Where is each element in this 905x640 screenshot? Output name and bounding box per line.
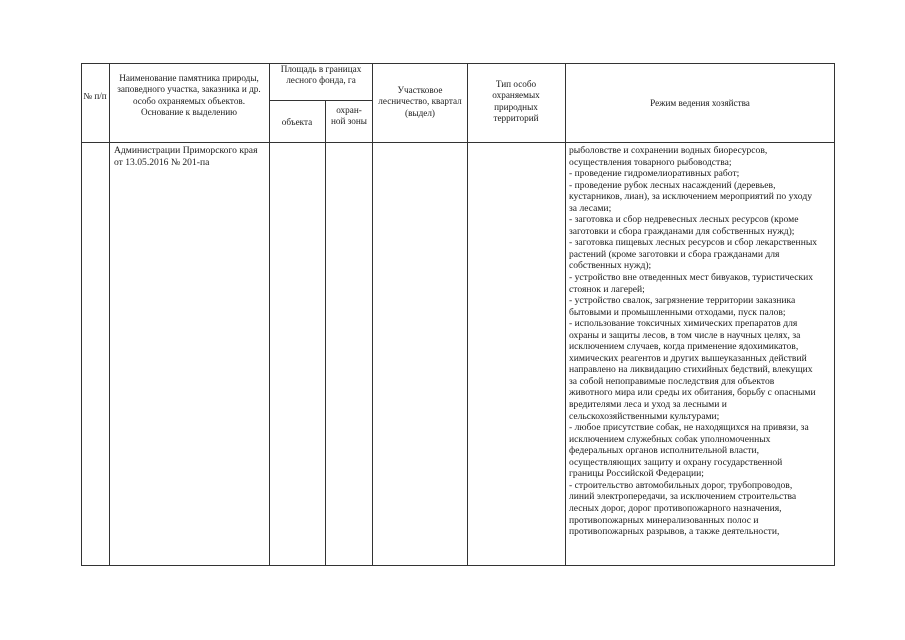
regime-text-line: федеральных органов исполнительной власти, xyxy=(569,445,759,457)
header-area: Площадь в границах лесного фонда, га xyxy=(280,64,362,86)
regime-text-line: - заготовка и сбор недревесных лесных ресурсов (кроме xyxy=(569,214,799,226)
regime-text-line: за лесами; xyxy=(569,202,612,214)
regime-text-line: растений (кроме заготовки и сбора гражданами для xyxy=(569,248,780,260)
regime-text-line: вредителями леса и уход за лесными и xyxy=(569,399,727,411)
column-divider xyxy=(467,63,468,566)
regime-text-line: исключением случаев, когда применение ядохимикатов, xyxy=(569,341,799,353)
column-divider xyxy=(269,63,270,566)
regime-text-line: за собой непоправимые последствия для объектов xyxy=(569,375,775,387)
regime-text-line: животного мира или среды их обитания, борьбу с опасными xyxy=(569,387,816,399)
regime-text-line: химических реагентов и других вышеуказанных действий xyxy=(569,352,807,364)
regime-text-line: бытовыми и промышленными отходами, пуск палов; xyxy=(569,306,786,318)
regime-text-line: охраны и защиты лесов, в том числе в научных целях, за xyxy=(569,329,801,341)
regime-text-line: - устройство вне отведенных мест бивуаков, туристических xyxy=(569,272,814,284)
regime-text-line: исключением служебных собак уполномоченных xyxy=(569,433,771,445)
header-territory-type: Тип особо охраняемых природных территорий xyxy=(492,79,540,124)
header-number: № п/п xyxy=(83,91,107,101)
column-divider xyxy=(565,63,566,566)
header-area-object: объекта xyxy=(281,117,313,127)
regime-text-line: направлено на ликвидацию стихийных бедствий, влекущих xyxy=(569,364,813,376)
column-divider xyxy=(372,63,373,566)
header-name: Наименование памятника природы, заповедного участка, заказника и др. особо охраняемых объектов. Основание к выделению xyxy=(117,73,261,118)
regime-text-line: - использование токсичных химических препаратов для xyxy=(569,318,798,330)
row-management-regime xyxy=(569,145,833,538)
header-management-regime: Режим ведения хозяйства xyxy=(650,98,750,108)
header-area-protected-zone: охран-ной зоны xyxy=(331,105,367,127)
regime-text-line: - любое присутствие собак, не находящихся на привязи, за xyxy=(569,422,809,434)
column-divider xyxy=(325,100,326,566)
regime-text-line: сельскохозяйственными культурами; xyxy=(569,410,720,422)
regime-text-line: - проведение гидромелиоративных работ; xyxy=(569,168,740,180)
regime-text-line: противопожарных разрывов, а также деятельности, xyxy=(569,526,780,538)
regime-text-line: осуществляющих защиту и охрану государственной xyxy=(569,456,783,468)
regime-text-line: лесных дорог, дорог противопожарного назначения, xyxy=(569,502,782,514)
regime-text-line: заготовки и сбора гражданами для собственных нужд); xyxy=(569,225,795,237)
regime-text-line: собственных нужд); xyxy=(569,260,652,272)
regime-text-line: кустарников, лиан), за исключением мероприятий по уходу xyxy=(569,191,813,203)
table-border-left xyxy=(81,63,82,566)
regime-text-line: - строительство автомобильных дорог, трубопроводов, xyxy=(569,479,793,491)
regime-text-line: стоянок и лагерей; xyxy=(569,283,645,295)
area-subheader-border xyxy=(269,100,372,101)
regime-text-line: - устройство свалок, загрязнение территории заказника xyxy=(569,295,796,307)
regime-text-line: осуществления товарного рыбоводства; xyxy=(569,156,732,168)
regime-text-line: - проведение рубок лесных насаждений (деревьев, xyxy=(569,179,776,191)
table-header-bottom-border xyxy=(81,142,835,143)
column-divider xyxy=(109,63,110,566)
table-bottom-border xyxy=(81,565,835,566)
row-name: Администрации Приморского края от 13.05.2016 № 201-па xyxy=(114,145,258,168)
regime-text-line: - заготовка пищевых лесных ресурсов и сбор лекарственных xyxy=(569,237,818,249)
regime-text-line: границы Российской Федерации; xyxy=(569,468,704,480)
regime-text-line: рыболовстве и сохранении водных биоресурсов, xyxy=(569,145,768,156)
regime-text-line: противопожарных минерализованных полос и xyxy=(569,514,759,526)
header-forestry: Участковое лесничество, квартал (выдел) xyxy=(378,85,462,118)
regime-text-line: линий электропередачи, за исключением строительства xyxy=(569,491,797,503)
table-top-border xyxy=(81,63,835,64)
table-border-right xyxy=(834,63,835,566)
